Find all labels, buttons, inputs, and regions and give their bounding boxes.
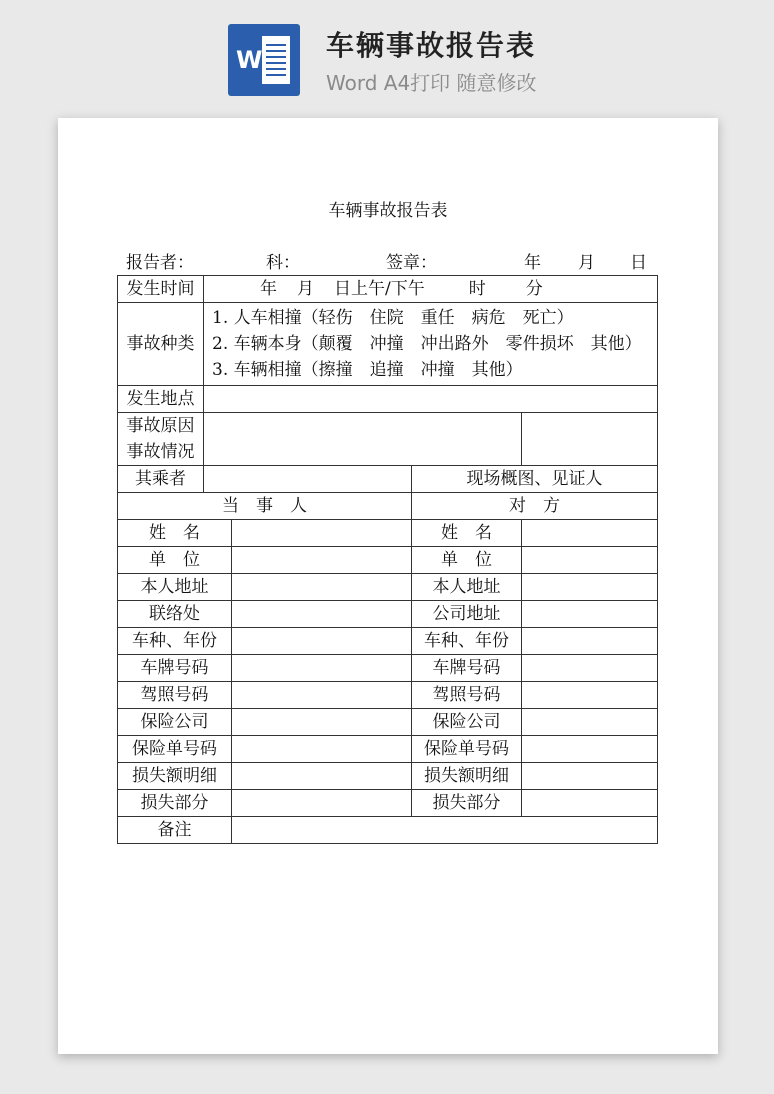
field-row (118, 790, 658, 817)
other-field-label: 保险单号码 (412, 736, 522, 763)
party-field-value[interactable] (232, 574, 412, 601)
department-label: 科： (266, 253, 300, 273)
accident-type-option-3: 3. 车辆相撞（擦撞 追撞 冲撞 其他） (212, 360, 523, 380)
other-field-value[interactable] (522, 655, 658, 682)
accident-type-row (118, 303, 658, 386)
party-field-value[interactable] (232, 547, 412, 574)
banner-subtitle: Word A4打印 随意修改 (326, 71, 537, 95)
header-day: 日 (630, 253, 647, 273)
cause-row (118, 413, 658, 466)
word-icon-sheet (262, 36, 290, 84)
header-month: 月 (578, 253, 595, 273)
report-header-line (118, 252, 656, 274)
time-hour: 时 (468, 279, 486, 299)
party-field-label: 驾照号码 (118, 682, 232, 709)
passengers-label: 其乘者 (118, 466, 204, 493)
other-field-value[interactable] (522, 547, 658, 574)
other-field-label: 单 位 (412, 547, 522, 574)
other-field-label: 损失部分 (412, 790, 522, 817)
field-row (118, 763, 658, 790)
other-field-value[interactable] (522, 520, 658, 547)
party-field-value[interactable] (232, 763, 412, 790)
location-label: 发生地点 (118, 386, 204, 413)
party-field-value[interactable] (232, 736, 412, 763)
remarks-label: 备注 (118, 817, 232, 844)
cause-right-cell[interactable] (522, 413, 658, 466)
other-field-value[interactable] (522, 790, 658, 817)
accident-type-label: 事故种类 (118, 303, 204, 386)
other-field-value[interactable] (522, 763, 658, 790)
accident-type-option-2: 2. 车辆本身（颠覆 冲撞 冲出路外 零件损坏 其他） (212, 334, 642, 354)
field-row (118, 574, 658, 601)
field-row (118, 682, 658, 709)
other-field-value[interactable] (522, 736, 658, 763)
other-field-value[interactable] (522, 574, 658, 601)
other-field-label: 公司地址 (412, 601, 522, 628)
party-field-value[interactable] (232, 655, 412, 682)
party-field-value[interactable] (232, 790, 412, 817)
time-month: 月 (297, 279, 314, 299)
accident-report-table (117, 275, 658, 844)
party-field-value[interactable] (232, 709, 412, 736)
cause-label: 事故原因 (126, 416, 195, 436)
other-field-label: 车种、年份 (412, 628, 522, 655)
party-field-value[interactable] (232, 682, 412, 709)
party-field-label: 联络处 (118, 601, 232, 628)
party-header: 当 事 人 (118, 493, 412, 520)
cause-situation-labels (118, 413, 204, 466)
party-field-value[interactable] (232, 520, 412, 547)
other-field-label: 车牌号码 (412, 655, 522, 682)
field-row (118, 736, 658, 763)
party-field-value[interactable] (232, 601, 412, 628)
other-field-value[interactable] (522, 601, 658, 628)
time-label: 发生时间 (118, 276, 204, 303)
time-year: 年 (260, 279, 277, 299)
party-field-label: 损失额明细 (118, 763, 232, 790)
other-field-value[interactable] (522, 628, 658, 655)
other-party-header: 对 方 (412, 493, 658, 520)
header-year: 年 (524, 253, 541, 273)
time-row (118, 276, 658, 303)
time-value-cell[interactable] (204, 276, 658, 303)
party-field-label: 保险单号码 (118, 736, 232, 763)
accident-type-options[interactable] (204, 303, 658, 386)
party-field-label: 车牌号码 (118, 655, 232, 682)
other-field-label: 驾照号码 (412, 682, 522, 709)
field-row (118, 520, 658, 547)
field-row (118, 709, 658, 736)
cause-value-cell[interactable] (204, 413, 522, 466)
word-icon-letter: W (236, 46, 263, 74)
party-field-label: 损失部分 (118, 790, 232, 817)
document-page (58, 118, 718, 1054)
remarks-row (118, 817, 658, 844)
situation-label: 事故情况 (126, 442, 195, 462)
party-header-row (118, 493, 658, 520)
time-day-ampm: 日上午/下午 (334, 279, 425, 299)
party-field-label: 单 位 (118, 547, 232, 574)
reporter-label: 报告者： (126, 253, 194, 273)
field-row (118, 547, 658, 574)
field-row (118, 628, 658, 655)
banner (0, 0, 774, 110)
other-field-label: 损失额明细 (412, 763, 522, 790)
document-title: 车辆事故报告表 (328, 201, 448, 221)
accident-type-option-1: 1. 人车相撞（轻伤 住院 重任 病危 死亡） (212, 308, 574, 328)
word-document-icon (228, 24, 300, 96)
banner-title: 车辆事故报告表 (326, 29, 537, 62)
party-field-label: 姓 名 (118, 520, 232, 547)
party-field-label: 保险公司 (118, 709, 232, 736)
party-field-value[interactable] (232, 628, 412, 655)
signature-label: 签章： (386, 253, 437, 273)
passengers-row (118, 466, 658, 493)
scene-label: 现场概图、见证人 (412, 466, 658, 493)
party-field-rows (118, 520, 658, 817)
remarks-value-cell[interactable] (232, 817, 658, 844)
field-row (118, 655, 658, 682)
party-field-label: 车种、年份 (118, 628, 232, 655)
other-field-value[interactable] (522, 709, 658, 736)
other-field-label: 保险公司 (412, 709, 522, 736)
other-field-label: 本人地址 (412, 574, 522, 601)
field-row (118, 601, 658, 628)
location-row (118, 386, 658, 413)
other-field-value[interactable] (522, 682, 658, 709)
passengers-value-cell[interactable] (204, 466, 412, 493)
party-field-label: 本人地址 (118, 574, 232, 601)
time-minute: 分 (525, 279, 543, 299)
location-value-cell[interactable] (204, 386, 658, 413)
other-field-label: 姓 名 (412, 520, 522, 547)
